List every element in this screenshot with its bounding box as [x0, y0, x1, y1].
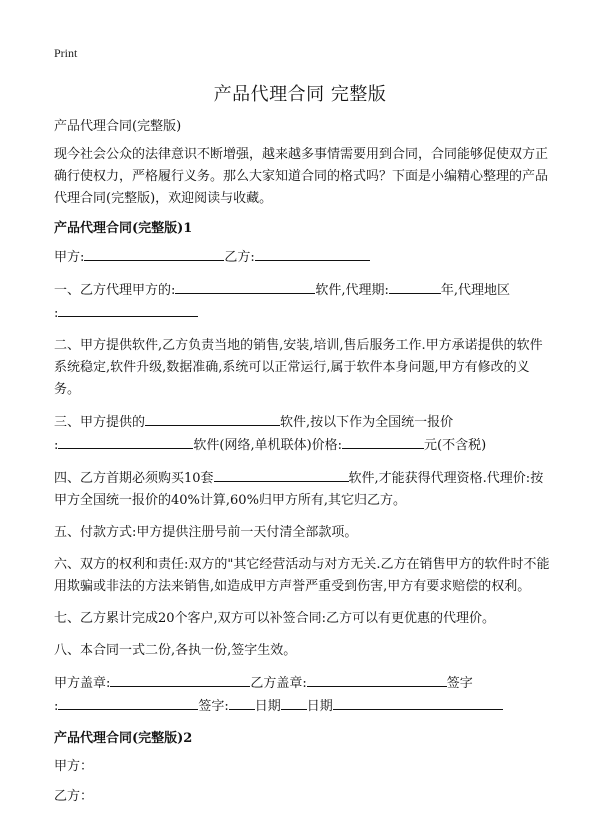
clause3-price-blank: [342, 434, 424, 449]
clause1-part3: 年,代理地区: [440, 283, 511, 298]
party-b-seal-blank: [307, 672, 447, 687]
document-subtitle: 产品代理合同(完整版): [54, 119, 182, 134]
clause-1: [54, 279, 554, 325]
clause-2: 二、甲方提供软件,乙方负责当地的销售,安装,培训,售后服务工作.甲方承诺提供的软件系统稳定,软件升级,数据准确,系统可以正常运行,属于软件本身问题,甲方有修改的义务。: [54, 338, 543, 397]
section2-party-a: 甲方：: [54, 759, 94, 774]
print-link[interactable]: Print: [54, 46, 78, 60]
party-a-blank: [84, 246, 224, 261]
clause1-region-blank: [58, 302, 198, 317]
party-a-label: 甲方:: [54, 250, 85, 265]
clause1-part1: 一、乙方代理甲方的:: [54, 283, 176, 298]
clause3-part5: 元(不含税): [424, 438, 487, 453]
clause4-software-blank: [214, 467, 349, 482]
document-body: [54, 116, 554, 818]
clause4-part1: 四、乙方首期必须购买10套: [54, 471, 214, 486]
date-label-2: 日期: [306, 699, 333, 714]
party-a-seal-label: 甲方盖章:: [54, 676, 111, 691]
clause-6: 六、双方的权利和责任:双方的"其它经营活动与对方无关.乙方在销售甲方的软件时不能用欺骗或非法的方法来销售,如造成甲方声誉严重受到伤害,甲方有要求赔偿的权利。: [54, 557, 550, 594]
clause3-part4: 软件(网络,单机联体)价格:: [193, 438, 343, 453]
section2-party-b: 乙方：: [54, 789, 94, 804]
clause1-period-blank: [389, 279, 441, 294]
clause-7: 七、乙方累计完成20个客户,双方可以补签合同:乙方可以有更优惠的代理价。: [54, 611, 496, 626]
signature-blank-1: [58, 695, 198, 710]
clause3-product-blank: [58, 434, 193, 449]
clause3-software-blank: [145, 411, 280, 426]
party-a-seal-blank: [110, 672, 250, 687]
clause4-part2: 软件,才能获得代理资格.代理价:按甲方全国统一报价的40%计算,60%归甲方所有,其它归乙方。: [54, 471, 544, 508]
party-b-label: 乙方:: [224, 250, 255, 265]
section2-heading: 产品代理合同(完整版)2: [54, 731, 193, 746]
clause-8: 八、本合同一式二份,各执一份,签字生效。: [54, 643, 297, 658]
page-title: 产品代理合同 完整版: [213, 84, 387, 105]
signature-blank-2: [229, 695, 255, 710]
party-b-blank: [255, 246, 370, 261]
clause-4: [54, 467, 554, 512]
date-label-1: 日期: [254, 699, 281, 714]
clause1-part4: :: [54, 306, 59, 321]
clause3-part2: 软件,按以下作为全国统一报价: [280, 415, 454, 430]
sign-label-1: 签字: [446, 676, 473, 691]
party-b-seal-label: 乙方盖章:: [250, 676, 307, 691]
clause3-part3: :: [54, 438, 59, 453]
sign-label-2: 签字:: [198, 699, 229, 714]
clause-5: 五、付款方式:甲方提供注册号前一天付清全部款项。: [54, 525, 358, 540]
parties-line: [54, 246, 554, 269]
clause1-part2: 软件,代理期:: [315, 283, 389, 298]
clause3-part1: 三、甲方提供的: [54, 415, 146, 430]
clause1-software-blank: [175, 279, 315, 294]
section1-heading: 产品代理合同(完整版)1: [54, 221, 193, 236]
signature-colon: :: [54, 699, 59, 714]
clause-3: [54, 411, 554, 457]
signature-block: [54, 672, 554, 718]
intro-paragraph: 现今社会公众的法律意识不断增强，越来越多事情需要用到合同，合同能够促使双方正确行使权力，严格履行义务。那么大家知道合同的格式吗？下面是小编精心整理的产品代理合同(完整版)，欢迎阅读与收藏。: [54, 147, 549, 206]
date-blank-2: [333, 695, 503, 710]
date-blank-1: [281, 695, 307, 710]
